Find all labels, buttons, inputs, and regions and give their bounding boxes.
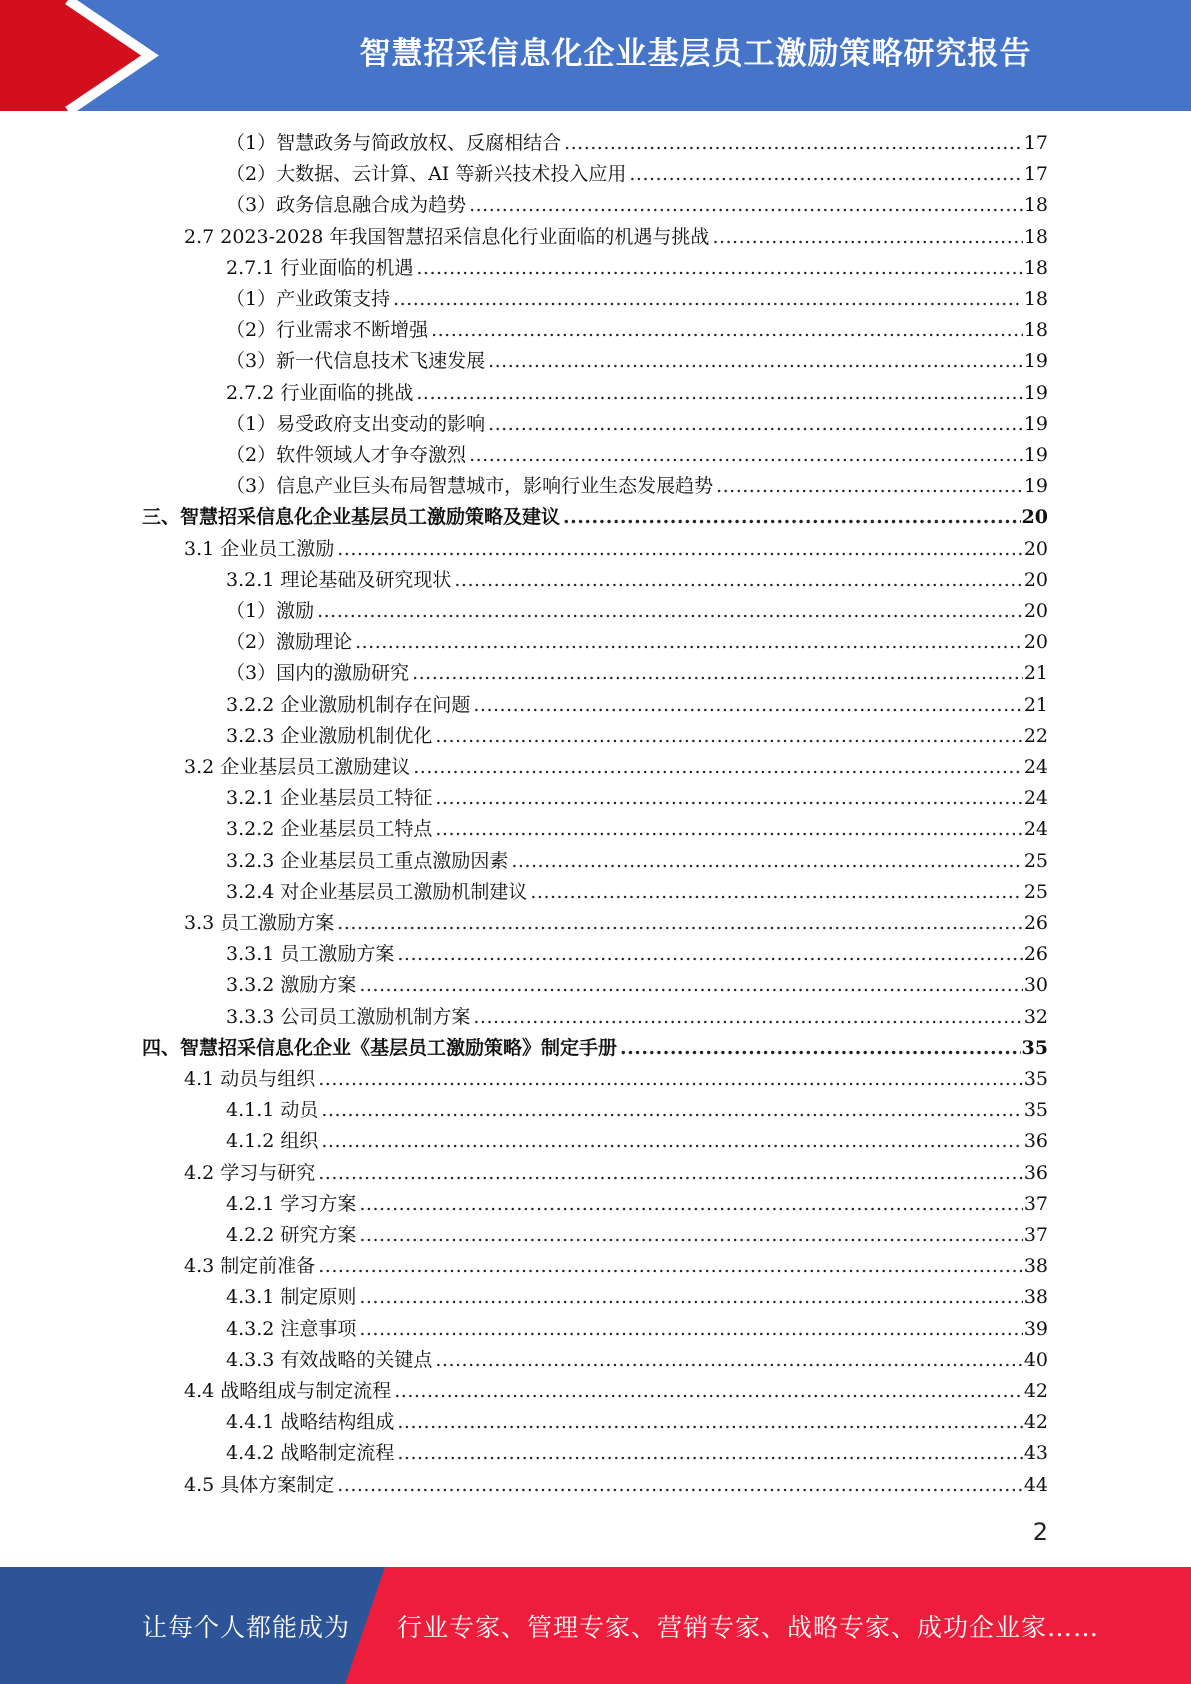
toc-entry-title: 3.3 员工激励方案: [184, 912, 335, 934]
toc-entry-page: 17: [1023, 132, 1048, 154]
toc-entry-title: 3.2.1 企业基层员工特征: [226, 787, 433, 810]
toc-entry[interactable]: [184, 1376, 1048, 1407]
toc-entry-page: 30: [1023, 974, 1048, 997]
toc-dot-leader: [435, 1345, 1022, 1376]
toc-entry-title: 4.2.1 学习方案: [226, 1192, 357, 1215]
toc-entry-page: 19: [1023, 350, 1048, 373]
toc-entry[interactable]: [226, 1345, 1048, 1376]
toc-entry-title: （2）软件领域人才争夺激烈: [226, 444, 467, 466]
toc-entry[interactable]: [226, 284, 1048, 315]
toc-entry[interactable]: [226, 409, 1048, 440]
toc-entry-title: 4.3.1 制定原则: [226, 1286, 357, 1309]
toc-dot-leader: [431, 315, 1023, 346]
toc-entry-page: 21: [1023, 662, 1048, 685]
toc-entry[interactable]: [226, 159, 1048, 190]
toc-entry-page: 18: [1023, 194, 1048, 217]
toc-entry[interactable]: [226, 1002, 1048, 1033]
toc-entry-page: 38: [1023, 1255, 1048, 1278]
toc-entry-page: 18: [1023, 225, 1048, 248]
toc-entry[interactable]: [226, 846, 1048, 877]
toc-entry[interactable]: [226, 596, 1048, 627]
toc-entry-page: 24: [1023, 756, 1048, 778]
toc-entry[interactable]: [184, 1064, 1048, 1095]
toc-dot-leader: [397, 939, 1022, 970]
toc-entry-page: 19: [1023, 381, 1048, 404]
toc-dot-leader: [397, 1407, 1022, 1438]
toc-entry-title: 3.2.3 企业基层员工重点激励因素: [226, 849, 509, 872]
toc-entry-title: （3）新一代信息技术飞速发展: [226, 350, 486, 373]
toc-entry-title: （1）产业政策支持: [226, 288, 391, 310]
toc-dot-leader: [337, 1470, 1023, 1501]
toc-entry-page: 26: [1023, 912, 1048, 934]
toc-entry[interactable]: [226, 939, 1048, 970]
toc-dot-leader: [564, 128, 1023, 159]
toc-entry-page: 24: [1023, 787, 1048, 810]
toc-entry[interactable]: [226, 128, 1048, 159]
toc-entry-title: （3）国内的激励研究: [226, 662, 410, 685]
toc-entry-title: 3.2.3 企业激励机制优化: [226, 724, 433, 747]
toc-entry-title: 4.2 学习与研究: [184, 1161, 316, 1184]
toc-entry-title: 2.7.1 行业面临的机遇: [226, 256, 414, 279]
toc-entry-page: 21: [1023, 693, 1048, 716]
toc-entry-page: 42: [1023, 1411, 1048, 1434]
toc-entry[interactable]: [226, 783, 1048, 814]
toc-entry[interactable]: [184, 1251, 1048, 1282]
toc-entry-title: 4.4.2 战略制定流程: [226, 1442, 395, 1465]
toc-entry[interactable]: [226, 1126, 1048, 1157]
toc-entry-page: 20: [1023, 600, 1048, 622]
toc-entry-title: （2）激励理论: [226, 631, 353, 654]
toc-dot-leader: [318, 1251, 1023, 1282]
toc-entry[interactable]: [226, 1095, 1048, 1126]
toc-entry[interactable]: [226, 440, 1048, 471]
toc-entry[interactable]: [226, 877, 1048, 908]
toc-entry-title: （1）智慧政务与简政放权、反腐相结合: [226, 132, 562, 154]
toc-dot-leader: [435, 814, 1022, 845]
toc-entry-page: 35: [1021, 1036, 1048, 1059]
toc-entry-page: 22: [1023, 724, 1048, 747]
toc-entry-page: 44: [1023, 1473, 1048, 1496]
toc-entry-title: 4.2.2 研究方案: [226, 1224, 357, 1246]
toc-entry-title: 4.1.2 组织: [226, 1130, 319, 1153]
toc-entry-page: 20: [1021, 506, 1048, 529]
toc-dot-leader: [712, 222, 1022, 253]
toc-dot-leader: [359, 1314, 1022, 1345]
toc-entry-title: （2）大数据、云计算、AI 等新兴技术投入应用: [226, 163, 627, 186]
toc-entry[interactable]: [142, 502, 1048, 533]
toc-dot-leader: [413, 752, 1023, 783]
toc-entry-title: （2）行业需求不断增强: [226, 319, 429, 342]
footer-banner: [0, 1567, 1191, 1684]
toc-entry[interactable]: [184, 534, 1048, 565]
toc-entry[interactable]: [226, 190, 1048, 221]
toc-entry-page: 24: [1023, 818, 1048, 841]
toc-entry[interactable]: [226, 814, 1048, 845]
toc-dot-leader: [563, 502, 1021, 533]
toc-entry-page: 40: [1023, 1348, 1048, 1371]
toc-entry-title: 4.3.2 注意事项: [226, 1317, 357, 1340]
toc-dot-leader: [321, 1126, 1022, 1157]
toc-entry[interactable]: [184, 222, 1048, 253]
toc-entry-title: 三、智慧招采信息化企业基层员工激励策略及建议: [142, 506, 561, 529]
toc-entry-page: 18: [1023, 288, 1048, 310]
toc-entry-page: 35: [1023, 1068, 1048, 1090]
toc-entry[interactable]: [226, 970, 1048, 1001]
toc-dot-leader: [318, 1158, 1023, 1189]
footer-slogan-right: 行业专家、管理专家、营销专家、战略专家、成功企业家……: [397, 1612, 1100, 1642]
toc-entry[interactable]: [184, 1158, 1048, 1189]
toc-dot-leader: [337, 534, 1023, 565]
toc-entry[interactable]: [184, 908, 1048, 939]
toc-dot-leader: [359, 970, 1022, 1001]
toc-dot-leader: [393, 284, 1023, 315]
toc-entry-title: 4.1.1 动员: [226, 1099, 319, 1122]
toc-entry-title: （3）政务信息融合成为趋势: [226, 194, 467, 217]
toc-entry[interactable]: [184, 1470, 1048, 1501]
toc-dot-leader: [359, 1189, 1022, 1220]
toc-entry[interactable]: [226, 1282, 1048, 1313]
toc-dot-leader: [397, 1438, 1022, 1469]
toc-entry[interactable]: [226, 627, 1048, 658]
toc-entry-title: 四、智慧招采信息化企业《基层员工激励策略》制定手册: [142, 1036, 618, 1059]
toc-entry-page: 42: [1023, 1380, 1048, 1402]
toc-dot-leader: [337, 908, 1023, 939]
toc-entry-page: 19: [1023, 475, 1048, 498]
toc-entry-title: 3.2.2 企业激励机制存在问题: [226, 693, 471, 716]
toc-entry-page: 18: [1023, 319, 1048, 342]
toc-entry-page: 19: [1023, 412, 1048, 435]
toc-entry-page: 32: [1023, 1005, 1048, 1028]
toc-entry-title: （3）信息产业巨头布局智慧城市，影响行业生态发展趋势: [226, 475, 714, 498]
toc-entry-title: 2.7 2023-2028 年我国智慧招采信息化行业面临的机遇与挑战: [184, 225, 710, 248]
toc-entry[interactable]: [226, 565, 1048, 596]
toc-dot-leader: [416, 253, 1022, 284]
toc-entry-title: 4.3.3 有效战略的关键点: [226, 1348, 433, 1371]
toc-entry[interactable]: [226, 690, 1048, 721]
toc-entry[interactable]: [226, 658, 1048, 689]
toc-entry-title: 3.1 企业员工激励: [184, 537, 335, 560]
toc-dot-leader: [530, 877, 1022, 908]
toc-entry-title: 3.3.2 激励方案: [226, 974, 357, 997]
toc-entry[interactable]: [226, 721, 1048, 752]
toc-entry-page: 37: [1023, 1224, 1048, 1246]
toc-entry-page: 25: [1023, 849, 1048, 872]
toc-entry-title: 4.5 具体方案制定: [184, 1473, 335, 1496]
toc-entry-page: 38: [1023, 1286, 1048, 1309]
toc-entry-page: 19: [1023, 444, 1048, 466]
toc-entry-title: 3.2.4 对企业基层员工激励机制建议: [226, 880, 528, 903]
toc-entry-page: 43: [1023, 1442, 1048, 1465]
page-number: 2: [1032, 1518, 1048, 1546]
toc-entry-title: （1）易受政府支出变动的影响: [226, 412, 486, 435]
toc-entry[interactable]: [226, 1407, 1048, 1438]
toc-entry[interactable]: [226, 1438, 1048, 1469]
toc-dot-leader: [317, 596, 1023, 627]
toc-entry[interactable]: [226, 471, 1048, 502]
toc-entry-title: 2.7.2 行业面临的挑战: [226, 381, 414, 404]
toc-entry-page: 26: [1023, 943, 1048, 966]
toc-dot-leader: [435, 783, 1022, 814]
toc-entry-page: 36: [1023, 1130, 1048, 1153]
toc-entry-title: 3.2.1 理论基础及研究现状: [226, 568, 452, 591]
toc-entry-title: 4.3 制定前准备: [184, 1255, 316, 1278]
toc-dot-leader: [620, 1033, 1021, 1064]
toc-entry[interactable]: [226, 315, 1048, 346]
toc-dot-leader: [488, 409, 1023, 440]
toc-dot-leader: [629, 159, 1022, 190]
toc-dot-leader: [321, 1095, 1022, 1126]
toc-entry[interactable]: [226, 253, 1048, 284]
toc-dot-leader: [469, 440, 1023, 471]
toc-entry[interactable]: [184, 752, 1048, 783]
toc-entry[interactable]: [142, 1033, 1048, 1064]
toc-entry-page: 36: [1023, 1161, 1048, 1184]
header-banner: [0, 0, 1191, 111]
toc-entry[interactable]: [226, 378, 1048, 409]
toc-dot-leader: [394, 1376, 1023, 1407]
toc-entry-page: 25: [1023, 880, 1048, 903]
toc-dot-leader: [454, 565, 1022, 596]
toc-dot-leader: [412, 658, 1023, 689]
toc-dot-leader: [488, 346, 1023, 377]
toc-entry-title: 3.3.3 公司员工激励机制方案: [226, 1005, 471, 1028]
toc-entry-page: 37: [1023, 1192, 1048, 1215]
toc-dot-leader: [716, 471, 1023, 502]
toc-entry-page: 20: [1023, 568, 1048, 591]
toc-entry-title: 4.4.1 战略结构组成: [226, 1411, 395, 1434]
toc-dot-leader: [355, 627, 1023, 658]
toc-dot-leader: [473, 1002, 1022, 1033]
toc-entry-title: 3.3.1 员工激励方案: [226, 943, 395, 966]
toc-dot-leader: [416, 378, 1022, 409]
toc-entry-title: 4.1 动员与组织: [184, 1068, 316, 1090]
toc-entry-page: 35: [1023, 1099, 1048, 1122]
toc-entry-title: 4.4 战略组成与制定流程: [184, 1380, 392, 1402]
toc-entry[interactable]: [226, 1314, 1048, 1345]
toc-dot-leader: [511, 846, 1022, 877]
toc-entry[interactable]: [226, 1220, 1048, 1251]
toc-dot-leader: [473, 690, 1022, 721]
toc-entry-title: 3.2.2 企业基层员工特点: [226, 818, 433, 841]
toc-dot-leader: [435, 721, 1022, 752]
toc-entry-page: 18: [1023, 256, 1048, 279]
toc-entry-page: 17: [1023, 163, 1048, 186]
toc-entry-page: 39: [1023, 1317, 1048, 1340]
document-title: 智慧招采信息化企业基层员工激励策略研究报告: [359, 35, 1032, 72]
toc-dot-leader: [318, 1064, 1023, 1095]
toc-entry-page: 20: [1023, 537, 1048, 560]
footer-slogan-left: 让每个人都能成为: [142, 1612, 351, 1642]
toc-dot-leader: [359, 1282, 1022, 1313]
toc-dot-leader: [469, 190, 1023, 221]
toc-entry-page: 20: [1023, 631, 1048, 654]
toc-entry[interactable]: [226, 1189, 1048, 1220]
toc-dot-leader: [359, 1220, 1022, 1251]
toc-entry[interactable]: [226, 346, 1048, 377]
toc-entry-title: （1）激励: [226, 600, 315, 622]
toc-entry-title: 3.2 企业基层员工激励建议: [184, 756, 411, 778]
